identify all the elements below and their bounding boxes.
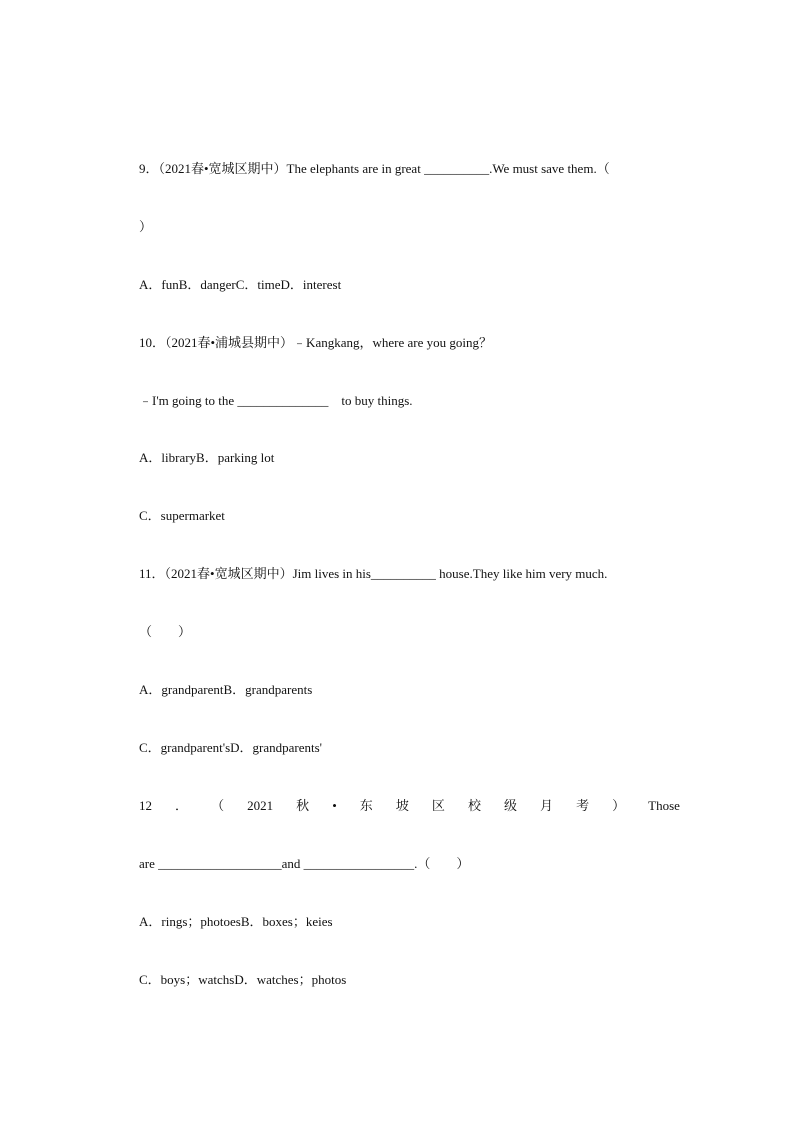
q12-word: Those — [648, 798, 680, 813]
question-12-stem-continued: are ___________________and _________________.（ ） — [139, 856, 470, 871]
q12-word: 月 — [540, 798, 554, 813]
question-11-stem: 11．（2021春•宽城区期中）Jim lives in his__________ house.They like him very much. — [139, 566, 608, 581]
q12-word: 坡 — [395, 798, 409, 813]
question-11-stem-continued: （ ） — [139, 624, 192, 639]
q12-word: ． — [175, 798, 189, 813]
question-9-stem-continued: ） — [139, 219, 153, 234]
question-12-options-row-2: C．boys；watchsD．watches；photos — [139, 972, 347, 987]
q12-word: 东 — [359, 798, 373, 813]
q12-word: 级 — [503, 798, 517, 813]
q12-word: 考 — [576, 798, 590, 813]
q12-word: 秋 — [296, 798, 310, 813]
question-12-options-row-1: A．rings；photoesB．boxes；keies — [139, 914, 333, 929]
q12-word: 2021 — [247, 798, 274, 813]
q12-word: 区 — [431, 798, 445, 813]
question-10-options-row-2: C．supermarket — [139, 508, 225, 523]
q12-word: 12 — [139, 798, 152, 813]
question-10-options-row-1: A．libraryB．parking lot — [139, 450, 275, 465]
q12-word: 校 — [467, 798, 481, 813]
question-12-stem — [139, 798, 680, 814]
question-10-dialog: ﹣I'm going to the ______________ to buy things. — [139, 393, 413, 408]
question-9-stem: 9．（2021春•宽城区期中）The elephants are in great __________.We must save them.（ — [139, 161, 610, 176]
question-9-options: A．funB．dangerC．timeD．interest — [139, 277, 342, 292]
q12-word: （ — [211, 798, 225, 813]
question-11-options-row-1: A．grandparentB．grandparents — [139, 682, 313, 697]
question-11-options-row-2: C．grandparent'sD．grandparents' — [139, 740, 323, 755]
q12-word: ） — [612, 798, 626, 813]
q12-word: • — [332, 798, 337, 813]
question-10-stem: 10．（2021春•浦城县期中）﹣Kangkang，where are you going？ — [139, 335, 492, 350]
